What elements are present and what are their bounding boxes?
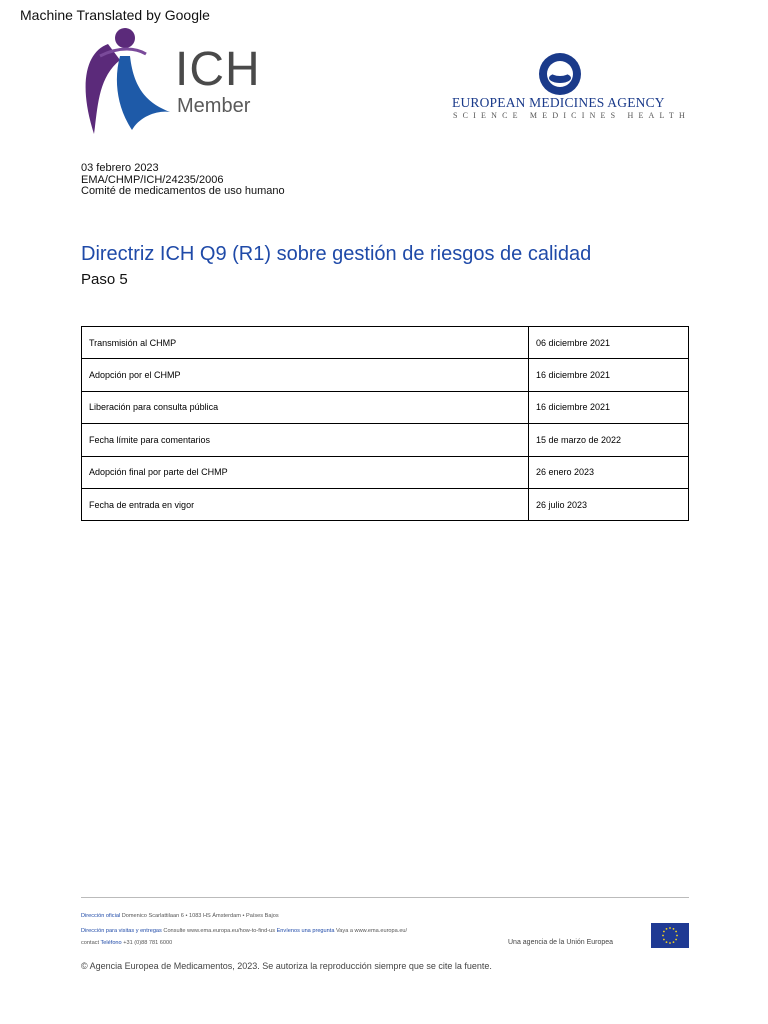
ich-wordmark: ICH (175, 43, 261, 96)
timeline-label: Fecha límite para comentarios (82, 424, 529, 456)
footer-ask-label: Envíenos una pregunta (276, 928, 335, 934)
timeline-label: Transmisión al CHMP (82, 327, 529, 359)
timeline-label: Fecha de entrada en vigor (82, 488, 529, 520)
table-row (82, 424, 689, 456)
document-date: 03 febrero 2023 (81, 162, 159, 174)
timeline-date: 15 de marzo de 2022 (529, 424, 689, 456)
document-meta (81, 163, 285, 198)
ich-member-label: Member (177, 95, 251, 117)
table-row (82, 488, 689, 520)
timeline-label: Adopción por el CHMP (82, 359, 529, 391)
footer-official-text: Domenico Scarlattilaan 6 • 1083 HS Ámsterdam • Países Bajos (120, 913, 279, 919)
table-row (82, 327, 689, 359)
footer-visits-label: Dirección para visitas y entregas (81, 928, 162, 934)
table-row (82, 391, 689, 423)
eu-flag-icon (651, 923, 689, 948)
timeline-date: 06 diciembre 2021 (529, 327, 689, 359)
machine-translated-banner: Machine Translated by Google (20, 7, 210, 23)
footer-phone-label: Teléfono (100, 940, 122, 946)
footer-contact (81, 940, 172, 946)
footer-visits-link[interactable]: Consulte www.ema.europa.eu/how-to-find-us (161, 928, 277, 934)
timeline-date: 16 diciembre 2021 (529, 359, 689, 391)
footer-official-address (81, 913, 279, 919)
ich-figure-icon (80, 26, 175, 136)
ema-tagline: SCIENCE MEDICINES HEALTH (453, 111, 690, 120)
footer-official-label: Dirección oficial (81, 913, 121, 919)
footer-divider (81, 897, 689, 898)
footer-phone-number: +31 (0)88 781 6000 (121, 940, 173, 946)
table-row (82, 359, 689, 391)
document-step: Paso 5 (81, 271, 128, 288)
table-row (82, 456, 689, 488)
eu-agency-label: Una agencia de la Unión Europea (508, 939, 614, 946)
copyright-notice: © Agencia Europea de Medicamentos, 2023. Se autoriza la reproducción siempre que se cite la fuente. (81, 961, 492, 971)
timeline-label: Adopción final por parte del CHMP (82, 456, 529, 488)
footer-visits-address (81, 928, 407, 934)
footer-ask-link[interactable]: Vaya a www.ema.europa.eu/ (334, 928, 408, 934)
document-reference: EMA/CHMP/ICH/24235/2006 (81, 173, 224, 186)
document-title: Directriz ICH Q9 (R1) sobre gestión de riesgos de calidad (81, 243, 592, 265)
ich-member-logo (80, 26, 270, 136)
ema-emblem-icon (538, 52, 582, 96)
eu-stars-icon (651, 923, 689, 948)
ema-logo (450, 50, 690, 125)
committee-name: Comité de medicamentos de uso humano (81, 185, 285, 197)
timeline-date: 16 diciembre 2021 (529, 391, 689, 423)
timeline-table (81, 326, 689, 521)
timeline-label: Liberación para consulta pública (82, 391, 529, 423)
footer-contact-text[interactable]: contact (81, 940, 101, 946)
ema-name: EUROPEAN MEDICINES AGENCY (452, 95, 665, 110)
timeline-date: 26 enero 2023 (529, 456, 689, 488)
timeline-date: 26 julio 2023 (529, 488, 689, 520)
